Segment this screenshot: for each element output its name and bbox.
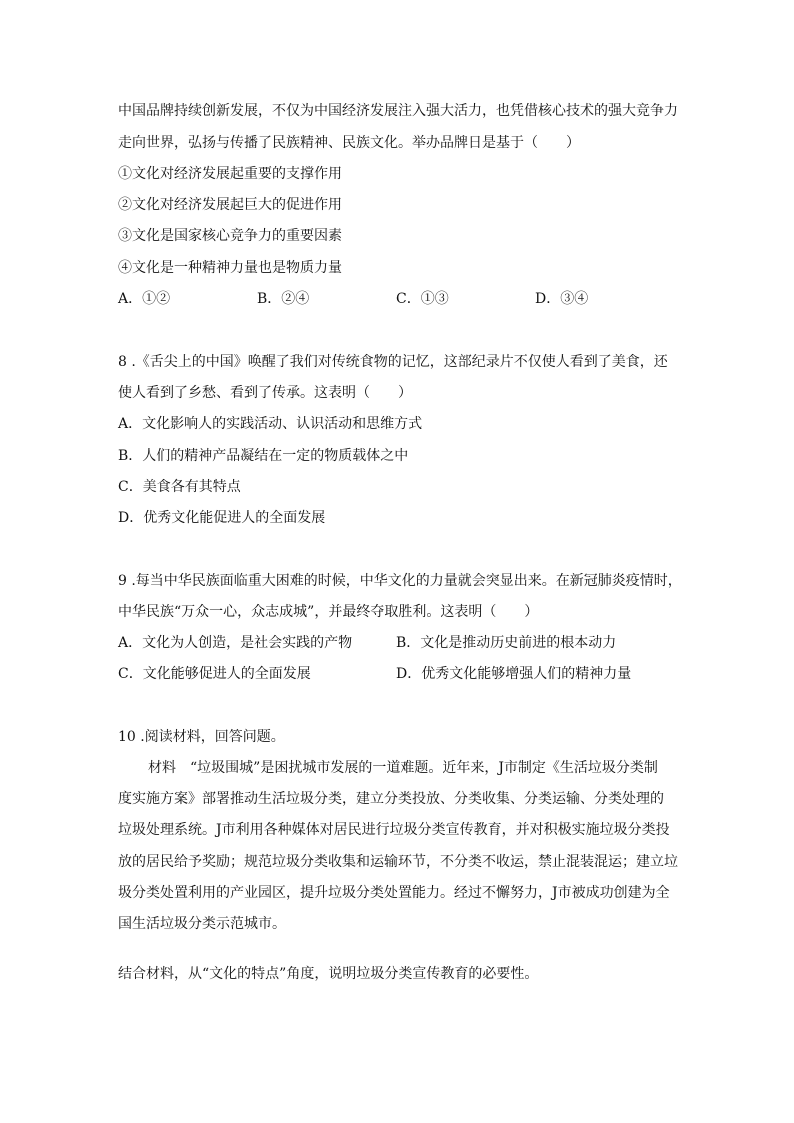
q9-option-b: B．文化是推动历史前进的根本动力: [396, 635, 617, 651]
q10-question: 结合材料，从“文化的特点”角度，说明垃圾分类宣传教育的必要性。: [118, 966, 539, 982]
q7-option-d: D．③④: [535, 291, 589, 307]
q10-title: 10 .阅读材料，回答问题。: [118, 729, 285, 745]
q7-option-c: C．①③: [396, 291, 449, 307]
q8-option-a: A．文化影响人的实践活动、认识活动和思维方式: [118, 416, 423, 432]
q9-stem-line-2: 中华民族“万众一心，众志成城”，并最终夺取胜利。这表明（ ）: [118, 604, 539, 620]
q7-statement-4: ④文化是一种精神力量也是物质力量: [118, 260, 342, 276]
q8-option-c: C．美食各有其特点: [118, 479, 241, 495]
q9-option-c: C．文化能够促进人的全面发展: [118, 666, 311, 682]
q7-statement-1: ①文化对经济发展起重要的支撑作用: [118, 166, 342, 182]
q10-material-line-5: 圾分类处置利用的产业园区，提升垃圾分类处置能力。经过不懈努力，J市被成功创建为全: [118, 885, 670, 901]
q10-material-line-1: 材料 “垃圾围城”是困扰城市发展的一道难题。近年来，J市制定《生活垃圾分类制: [148, 760, 658, 776]
q8-option-d: D．优秀文化能促进人的全面发展: [118, 510, 326, 526]
q9-option-a: A．文化为人创造，是社会实践的产物: [118, 635, 353, 651]
q10-material-line-6: 国生活垃圾分类示范城市。: [118, 916, 286, 932]
q8-stem-line-2: 使人看到了乡愁、看到了传承。这表明（ ）: [118, 385, 412, 401]
q10-material-line-3: 垃圾处理系统。J市利用各种媒体对居民进行垃圾分类宣传教育，并对积极实施垃圾分类投: [118, 822, 670, 838]
q8-option-b: B．人们的精神产品凝结在一定的物质载体之中: [118, 448, 409, 464]
q7-stem-line-1: 中国品牌持续创新发展，不仅为中国经济发展注入强大活力，也凭借核心技术的强大竞争力: [118, 103, 678, 119]
q7-option-a: A．①②: [118, 291, 171, 307]
q7-statement-2: ②文化对经济发展起巨大的促进作用: [118, 197, 342, 213]
q7-option-b: B．②④: [257, 291, 310, 307]
q10-material-line-4: 放的居民给予奖励；规范垃圾分类收集和运输环节，不分类不收运，禁止混装混运；建立垃: [118, 854, 678, 870]
q9-stem-line-1: 9 .每当中华民族面临重大困难的时候，中华文化的力量就会突显出来。在新冠肺炎疫情时，: [118, 573, 682, 589]
q9-option-d: D．优秀文化能够增强人们的精神力量: [396, 666, 632, 682]
q10-material-line-2: 度实施方案》部署推动生活垃圾分类，建立分类投放、分类收集、分类运输、分类处理的: [118, 791, 664, 807]
q8-stem-line-1: 8 .《舌尖上的中国》唤醒了我们对传统食物的记忆，这部纪录片不仅使人看到了美食，还: [118, 354, 668, 370]
q7-statement-3: ③文化是国家核心竞争力的重要因素: [118, 228, 342, 244]
q7-stem-line-2: 走向世界，弘扬与传播了民族精神、民族文化。举办品牌日是基于（ ）: [118, 135, 580, 151]
